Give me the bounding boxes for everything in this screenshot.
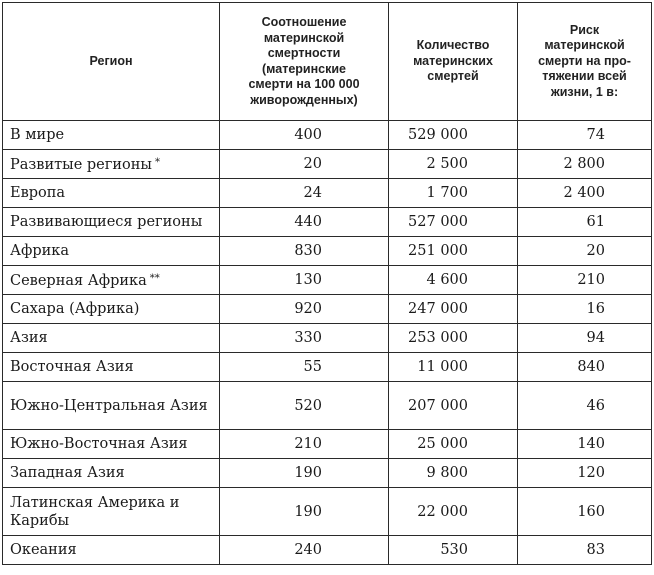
maternal-mortality-table — [2, 2, 652, 565]
ratio-cell: 520 — [220, 382, 389, 430]
table-row — [3, 237, 652, 266]
region-cell — [3, 488, 220, 536]
risk-cell: 210 — [518, 266, 652, 295]
table-row — [3, 459, 652, 488]
risk-cell: 120 — [518, 459, 652, 488]
risk-cell: 2 800 — [518, 150, 652, 179]
risk-cell: 20 — [518, 237, 652, 266]
region-label: Африка — [10, 243, 69, 259]
header-risk: Риск материнской смерти на про- тяжении всей жизни, 1 в: — [518, 3, 652, 121]
region-cell — [3, 353, 220, 382]
risk-cell: 74 — [518, 121, 652, 150]
table-row — [3, 382, 652, 430]
region-label: Развитые регионы — [10, 157, 152, 173]
risk-cell: 2 400 — [518, 179, 652, 208]
table-row — [3, 121, 652, 150]
region-label: Южно-Восточная Азия — [10, 436, 188, 452]
deaths-cell: 11 000 — [389, 353, 518, 382]
table-row — [3, 324, 652, 353]
deaths-cell: 4 600 — [389, 266, 518, 295]
region-label: Европа — [10, 185, 66, 201]
ratio-cell: 330 — [220, 324, 389, 353]
deaths-cell: 2 500 — [389, 150, 518, 179]
deaths-cell: 247 000 — [389, 295, 518, 324]
region-label: Развивающиеся регионы — [10, 214, 203, 230]
header-deaths: Количество материнских смертей — [389, 3, 518, 121]
table-row — [3, 536, 652, 565]
risk-cell: 46 — [518, 382, 652, 430]
ratio-cell: 20 — [220, 150, 389, 179]
footnote-mark: * — [154, 157, 160, 168]
ratio-cell: 190 — [220, 488, 389, 536]
table-row — [3, 208, 652, 237]
ratio-cell: 190 — [220, 459, 389, 488]
deaths-cell: 25 000 — [389, 430, 518, 459]
table-row — [3, 266, 652, 295]
region-cell — [3, 382, 220, 430]
region-label: Восточная Азия — [10, 359, 134, 375]
deaths-cell: 1 700 — [389, 179, 518, 208]
region-label: Южно-Центральная Азия — [10, 397, 208, 414]
ratio-cell: 440 — [220, 208, 389, 237]
region-cell — [3, 208, 220, 237]
region-cell — [3, 237, 220, 266]
region-label: Сахара (Африка) — [10, 301, 140, 317]
risk-cell: 140 — [518, 430, 652, 459]
region-cell — [3, 179, 220, 208]
header-ratio: Соотношение материнской смертности (материнские смерти на 100 000 живорожденных) — [220, 3, 389, 121]
region-label: Западная Азия — [10, 465, 125, 481]
ratio-cell: 920 — [220, 295, 389, 324]
region-cell — [3, 536, 220, 565]
deaths-cell: 22 000 — [389, 488, 518, 536]
deaths-cell: 9 800 — [389, 459, 518, 488]
region-label: Азия — [10, 330, 48, 346]
risk-cell: 160 — [518, 488, 652, 536]
ratio-cell: 830 — [220, 237, 389, 266]
table-row — [3, 295, 652, 324]
table-row — [3, 150, 652, 179]
header-row — [3, 3, 652, 121]
region-cell — [3, 121, 220, 150]
ratio-cell: 24 — [220, 179, 389, 208]
region-cell — [3, 459, 220, 488]
region-label: В мире — [10, 127, 65, 143]
region-label: Океания — [10, 542, 77, 558]
region-cell — [3, 295, 220, 324]
deaths-cell: 253 000 — [389, 324, 518, 353]
risk-cell: 83 — [518, 536, 652, 565]
ratio-cell: 400 — [220, 121, 389, 150]
ratio-cell: 130 — [220, 266, 389, 295]
table-row — [3, 488, 652, 536]
deaths-cell: 207 000 — [389, 382, 518, 430]
risk-cell: 61 — [518, 208, 652, 237]
table-row — [3, 179, 652, 208]
risk-cell: 94 — [518, 324, 652, 353]
table-row — [3, 430, 652, 459]
region-cell — [3, 150, 220, 179]
deaths-cell: 251 000 — [389, 237, 518, 266]
ratio-cell: 55 — [220, 353, 389, 382]
deaths-cell: 527 000 — [389, 208, 518, 237]
region-label: Северная Африка — [10, 273, 147, 289]
deaths-cell: 530 — [389, 536, 518, 565]
ratio-cell: 210 — [220, 430, 389, 459]
header-region: Регион — [3, 3, 220, 121]
region-cell — [3, 266, 220, 295]
table-row — [3, 353, 652, 382]
risk-cell: 16 — [518, 295, 652, 324]
footnote-mark: ** — [149, 273, 160, 284]
region-label: Латинская Америка и Карибы — [10, 494, 180, 529]
ratio-cell: 240 — [220, 536, 389, 565]
region-cell — [3, 430, 220, 459]
region-cell — [3, 324, 220, 353]
deaths-cell: 529 000 — [389, 121, 518, 150]
risk-cell: 840 — [518, 353, 652, 382]
